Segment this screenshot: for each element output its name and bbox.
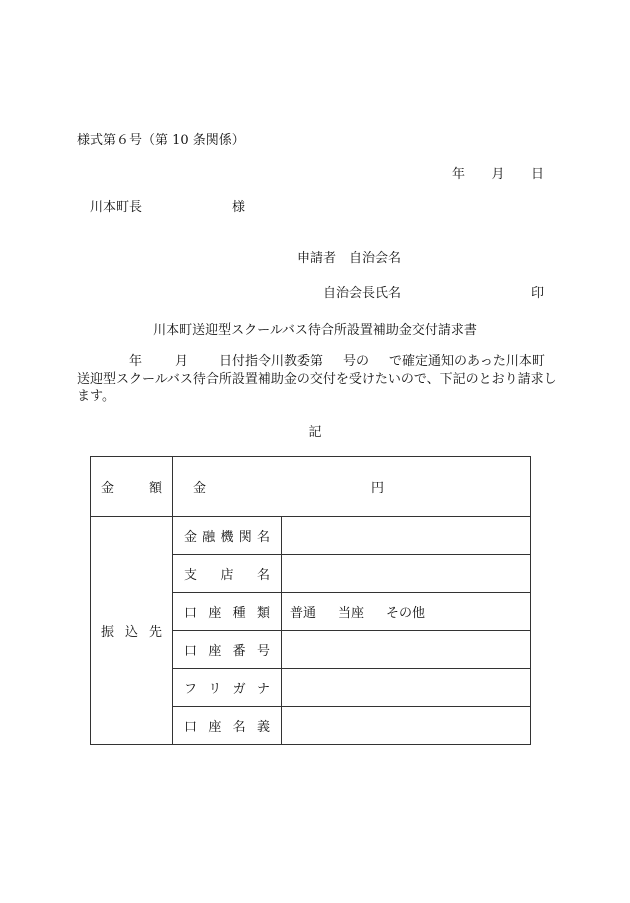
note-mark: 記 <box>308 425 322 440</box>
furigana-label-char: ガ <box>232 682 246 697</box>
amount-label-char: 金 <box>101 481 115 496</box>
account-holder-label-char: 口 <box>184 720 198 735</box>
transfer-label-char: 込 <box>124 625 138 640</box>
request-table <box>90 456 531 745</box>
body-line-1 <box>77 353 557 371</box>
body-line-2: 送迎型スクールバス待合所設置補助金の交付を受けたいので、下記のとおり請求し <box>77 371 557 387</box>
account-type-option-current[interactable]: 当座 <box>338 606 365 621</box>
amount-row <box>91 457 531 517</box>
amount-prefix: 金 <box>193 481 207 496</box>
body-confirmation: で確定通知のあった川本町 <box>389 354 545 369</box>
furigana-label-char: ナ <box>256 682 270 697</box>
transfer-label-char: 振 <box>101 625 115 640</box>
account-number-label-char: 口 <box>184 644 198 659</box>
bank-name-label-char: 機 <box>220 530 234 545</box>
account-number-label <box>173 631 282 669</box>
furigana-field[interactable] <box>282 669 531 707</box>
date-line <box>452 167 544 183</box>
body-line-3: ます。 <box>77 389 115 404</box>
branch-name-label-char: 支 <box>184 568 198 583</box>
form-number: 様式第６号（第 10 条関係） <box>77 133 245 148</box>
account-type-label-char: 座 <box>208 606 222 621</box>
body-paragraph <box>77 353 557 406</box>
account-type-label-char: 種 <box>232 606 246 621</box>
amount-unit: 円 <box>370 481 384 496</box>
document-title: 川本町送迎型スクールバス待合所設置補助金交付請求書 <box>153 323 477 338</box>
bank-name-label-char: 名 <box>256 530 270 545</box>
applicant-label: 申請者 <box>297 251 337 266</box>
account-holder-label-char: 義 <box>256 720 270 735</box>
account-number-label-char: 番 <box>232 644 246 659</box>
account-type-field[interactable] <box>282 593 531 631</box>
account-holder-label-char: 名 <box>232 720 246 735</box>
amount-label-char: 額 <box>148 481 162 496</box>
account-holder-label <box>173 707 282 745</box>
date-year-label: 年 <box>452 167 466 182</box>
addressee-suffix: 様 <box>232 200 246 215</box>
bank-name-label-char: 融 <box>202 530 216 545</box>
account-number-label-char: 号 <box>256 644 270 659</box>
account-holder-label-char: 座 <box>208 720 222 735</box>
body-number: 号の <box>343 354 370 369</box>
association-name-label: 自治会名 <box>349 251 402 266</box>
seal-mark: 印 <box>531 286 545 301</box>
leader-name-label: 自治会長氏名 <box>323 286 402 301</box>
date-day-label: 日 <box>530 167 544 182</box>
bank-name-label <box>173 517 282 555</box>
furigana-label <box>173 669 282 707</box>
furigana-label-char: フ <box>184 682 198 697</box>
account-type-label-char: 類 <box>256 606 270 621</box>
account-type-option-other[interactable]: その他 <box>386 606 426 621</box>
bank-name-label-char: 金 <box>184 530 198 545</box>
transfer-label-char: 先 <box>148 625 162 640</box>
amount-label-cell <box>91 457 173 517</box>
addressee-name: 川本町長 <box>90 200 143 215</box>
transfer-label-cell <box>91 517 173 745</box>
bank-name-field[interactable] <box>282 517 531 555</box>
body-month: 月 <box>175 354 189 369</box>
account-type-option-ordinary[interactable]: 普通 <box>290 606 317 621</box>
account-holder-field[interactable] <box>282 707 531 745</box>
branch-name-label <box>173 555 282 593</box>
body-year: 年 <box>129 354 143 369</box>
table-row <box>91 517 531 555</box>
date-month-label: 月 <box>491 167 505 182</box>
amount-value-cell[interactable] <box>173 457 531 517</box>
account-type-label <box>173 593 282 631</box>
branch-name-label-char: 名 <box>256 568 270 583</box>
bank-name-label-char: 関 <box>238 530 252 545</box>
branch-name-field[interactable] <box>282 555 531 593</box>
furigana-label-char: リ <box>208 682 222 697</box>
account-type-label-char: 口 <box>184 606 198 621</box>
account-number-field[interactable] <box>282 631 531 669</box>
body-directive: 日付指令川教委第 <box>219 354 324 369</box>
branch-name-label-char: 店 <box>220 568 234 583</box>
account-number-label-char: 座 <box>208 644 222 659</box>
